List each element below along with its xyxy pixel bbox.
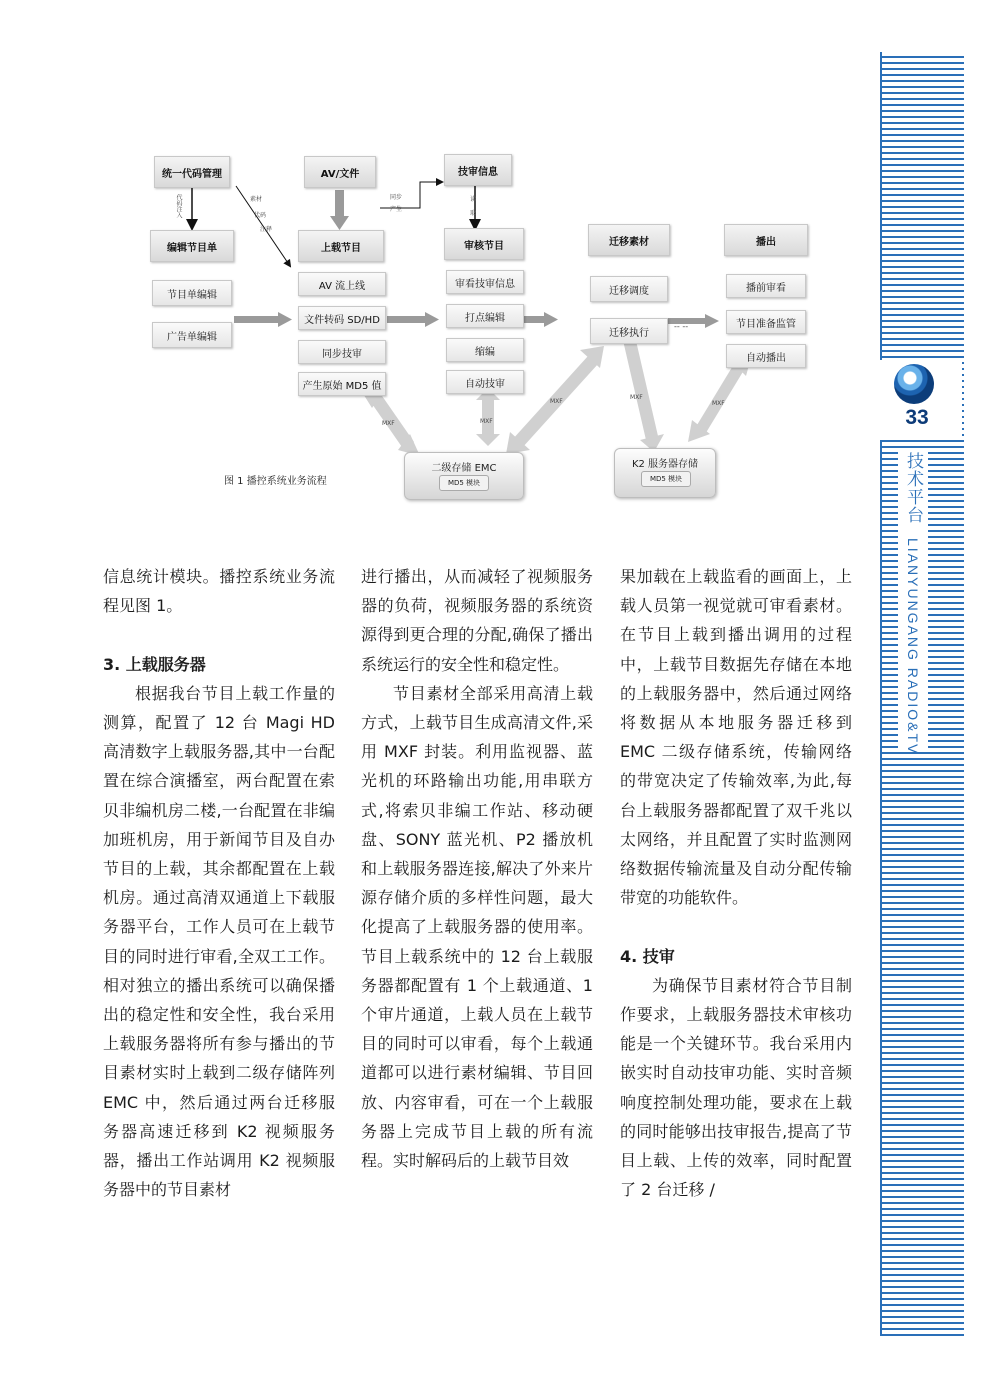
label-mxf-1: MXF [382,420,395,427]
page-number: 33 [905,406,929,429]
arrow-upload-head [425,312,439,327]
edit-item-ad-list: 广告单编辑 [152,322,232,348]
spacer [620,912,852,941]
text-column-3 [620,562,852,1204]
header-upload: 上载节目 [298,230,384,262]
arrow-edit-shaft [234,316,280,323]
paragraph: 根据我台节目上载工作量的测算，配置了 12 台 Magi HD 高清数字上载服务器,其中一台配置在综合演播室，两台配置在索贝非编机房二楼,一台配置在非编加班机房，用于新闻节目及自办节目的上载，其余都配置在上载机房。通过高清双通道上下载服务器平台，工作人员可在上载节目的同时进行审看,全双工工作。相对独立的播出系统可以确保播出的稳定性和安全性，我台采用上载服务器将所有参与播出的节目素材实时上载到二级存储阵列 EMC 中，然后通过两台迁移服务器高速迁移到 K2 视频服务器，播出工作站调用 K2 视频服务器中的节目素材 [103,683,335,1200]
label-mxf-5: MXF [712,400,725,407]
migrate-item-schedule: 迁移调度 [590,276,668,302]
upload-item-sync-review: 同步技审 [298,340,386,364]
page-badge [880,360,962,440]
text-column-2 [361,562,593,1175]
label-fetch: 取 [470,210,477,217]
review-item-mark-edit: 打点编辑 [446,304,524,328]
storage-emc-title: 二级存储 EMC [431,463,497,474]
label-dots: -- -- [674,322,689,331]
arrow-edit-head [278,312,292,327]
review-item-condense: 缩编 [446,338,524,362]
playout-item-auto-playout: 自动播出 [726,344,806,368]
header-migrate: 迁移素材 [588,224,670,256]
station-logo-icon [894,364,934,404]
double-arrows-storage [362,326,752,456]
paragraph: 进行播出，从而减轻了视频服务器的负荷，视频服务器的系统资源得到更合理的分配,确保了播出系统运行的安全性和稳定性。 [361,567,593,674]
migrate-item-execute: 迁移执行 [590,318,668,344]
label-sync: 同步 [390,194,403,201]
section-running-head [901,452,926,755]
arrow-av-shaft [335,190,344,218]
publication-name: LIANYUNGANG RADIO&TV [905,537,921,756]
playout-item-prep-monitor: 节目准备监管 [726,310,806,334]
paragraph: 信息统计模块。播控系统业务流程见图 1。 [103,567,335,616]
paragraph: 果加载在上载监看的画面上，上载人员第一视觉就可审看素材。在节目上载到播出调用的过程中，上载节目数据先存储在本地的上载服务器中，然后通过网络将数据从本地服务器迁移到 EMC 二级存储系统，传输网络的带宽决定了传输效率,为此,每台上载服务器都配置了双千兆以太网络，并且配置了实时监测网络数据传输流量及自动分配传输带宽的功能软件。 [620,567,852,908]
label-diag-2: 代码 [254,212,267,219]
header-review: 审核节目 [444,228,524,260]
header-review-info: 技审信息 [444,154,512,186]
storage-emc-md5: MD5 模块 [439,475,489,491]
review-item-auto-review: 自动技审 [446,370,524,394]
upload-item-av-stream: AV 流上线 [298,272,386,296]
arrow-upload-shaft [387,316,427,323]
arrow-review-head [544,312,558,327]
paragraph: 节目素材全部采用高清上载方式，上载节目生成高清文件,采用 MXF 封装。利用监视器、蓝光机的环路输出功能,用串联方式,将索贝非编工作站、移动硬盘、SONY 蓝光机、P2 播放机和上载服务器连接,解决了外来片源存储介质的多样性问题，最大化提高了上载服务器的使用率。节目上载系统中的 12 台上载服务器都配置有 1 个上载通道、1 个审片通道，上载人员在上载节目的同时可以审看，每个上载通道都可以进行素材编辑、节目回放、内容审看，可在一个上载服务器上完成节目上载的所有流程。实时解码后的上载节目效 [361,683,593,1171]
label-mxf-2: MXF [480,418,493,425]
label-mxf-4: MXF [630,394,643,401]
label-code-inject: 代码注入 [175,194,182,218]
upload-item-md5: 产生原始 MD5 值 [298,372,386,396]
label-mxf-3: MXF [550,398,563,405]
storage-emc [404,452,524,500]
label-read: 读 [470,196,477,203]
storage-k2-title: K2 服务器存储 [631,459,699,470]
label-diag-1: 素材 [250,196,263,203]
review-item-view-info: 审看技审信息 [446,270,524,294]
label-produce: 产生 [390,206,403,213]
playout-item-preview: 播前审看 [726,274,806,298]
header-playout: 播出 [724,224,808,256]
section-heading-upload-server: 3. 上载服务器 [103,654,206,674]
label-diag-3: 注释 [260,226,273,233]
spacer [103,620,335,649]
header-av-file: AV/文件 [304,156,376,188]
upload-item-transcode: 文件转码 SD/HD [298,306,386,330]
storage-k2-md5: MD5 模块 [641,471,691,487]
header-code-management: 统一代码管理 [154,156,230,188]
header-edit-list: 编辑节目单 [150,230,234,262]
section-heading-tech-review: 4. 技审 [620,946,675,966]
section-name: 技术平台 [904,452,923,524]
storage-k2 [614,448,716,498]
paragraph: 为确保节目素材符合节目制作要求，上载服务器技术审核功能是一个关键环节。我台采用内嵌实时自动技审功能、实时音频响度控制处理功能，要求在上载的同时能够出技审报告,提高了节目上载、上传的效率，同时配置了 2 台迁移 / [620,975,852,1200]
edit-item-program-list: 节目单编辑 [152,280,232,306]
figure-caption: 图 1 播控系统业务流程 [224,476,327,487]
flow-diagram [140,150,820,510]
text-column-1 [103,562,335,1204]
arrow-av-head [330,216,349,230]
arrow-migrate-head [705,314,719,328]
